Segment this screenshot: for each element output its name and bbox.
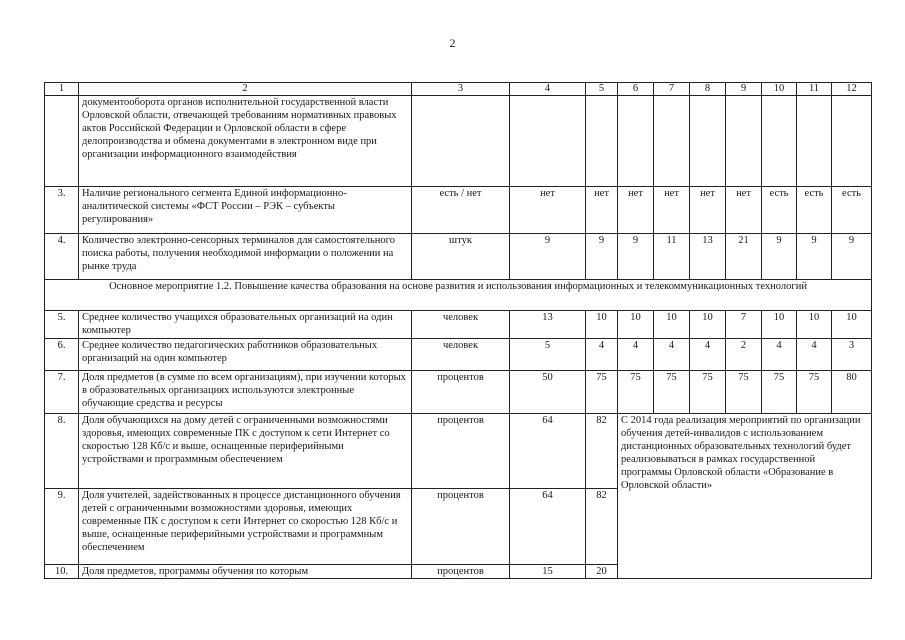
header-cell: 12	[832, 83, 872, 96]
indicator-name: Среднее количество учащихся образовательных организаций на один компьютер	[79, 311, 412, 339]
row-number: 8.	[45, 414, 79, 489]
value-cell: 64	[510, 414, 586, 489]
value-cell: 10	[797, 311, 832, 339]
indicator-name: Количество электронно-сенсорных терминалов для самостоятельного поиска работы, получения необходимой информации о положении на рынке труда	[79, 234, 412, 280]
value-cell: 82	[586, 489, 618, 565]
value-cell: есть	[797, 187, 832, 234]
header-cell: 10	[762, 83, 797, 96]
section-heading: Основное мероприятие 1.2. Повышение качества образования на основе развития и использования информационных и телекоммуникационных технологий	[45, 280, 872, 311]
header-cell: 4	[510, 83, 586, 96]
row-number: 4.	[45, 234, 79, 280]
value-cell: 21	[726, 234, 762, 280]
row-number: 7.	[45, 371, 79, 414]
row-number	[45, 96, 79, 187]
value-cell: 75	[586, 371, 618, 414]
header-row	[45, 83, 872, 96]
value-cell: 15	[510, 565, 586, 579]
table-row	[45, 96, 872, 187]
value-cell: 9	[762, 234, 797, 280]
value-cell: 5	[510, 339, 586, 371]
row-number: 3.	[45, 187, 79, 234]
value-cell: 10	[690, 311, 726, 339]
indicator-name: Доля учителей, задействованных в процессе дистанционного обучения детей с ограниченными возможностями здоровья, имеющих современные ПК с доступом к сети Интернет со скоростью 128 Кб/с и выше, оснащенные периферийными устройствами и программным обеспечением	[79, 489, 412, 565]
indicator-name: документооборота органов исполнительной государственной власти Орловской области, отвечающей требованиям нормативных правовых актов Российской Федерации и Орловской области в сфере делопроизводства и обмена документами в электронном виде при организации информационного взаимодействия	[79, 96, 412, 187]
value-cell: 4	[690, 339, 726, 371]
table-row	[45, 234, 872, 280]
value-cell: 2	[726, 339, 762, 371]
value-cell: 10	[618, 311, 654, 339]
value-cell: есть	[762, 187, 797, 234]
value-cell: 4	[654, 339, 690, 371]
header-cell: 9	[726, 83, 762, 96]
header-cell: 1	[45, 83, 79, 96]
value-cell: 75	[762, 371, 797, 414]
value-cell: 75	[618, 371, 654, 414]
indicator-name: Доля предметов (в сумме по всем организациям), при изучении которых в образовательных организациях используются электронные обучающие средства и ресурсы	[79, 371, 412, 414]
value-cell: нет	[586, 187, 618, 234]
merged-note: С 2014 года реализация мероприятий по организации обучения детей-инвалидов с использованием дистанционных образовательных технологий будет реализовываться в рамках государственной программы Орловской области «Образование в Орловской области»	[618, 414, 872, 579]
value-cell: 13	[510, 311, 586, 339]
unit-cell: процентов	[412, 371, 510, 414]
indicator-name: Доля предметов, программы обучения по которым	[79, 565, 412, 579]
header-cell: 7	[654, 83, 690, 96]
value-cell: 4	[586, 339, 618, 371]
row-number: 6.	[45, 339, 79, 371]
header-cell: 2	[79, 83, 412, 96]
unit-cell: штук	[412, 234, 510, 280]
indicator-name: Доля обучающихся на дому детей с ограниченными возможностями здоровья, имеющих современные ПК с доступом к сети Интернет со скоростью 128 Кб/с и выше, оснащенные периферийными устройствами и программным обеспечением	[79, 414, 412, 489]
unit-cell: человек	[412, 339, 510, 371]
header-cell: 6	[618, 83, 654, 96]
row-number: 5.	[45, 311, 79, 339]
table-row	[45, 339, 872, 371]
value-cell: 10	[586, 311, 618, 339]
row-number: 9.	[45, 489, 79, 565]
value-cell: 10	[654, 311, 690, 339]
value-cell: нет	[510, 187, 586, 234]
unit-cell: человек	[412, 311, 510, 339]
value-cell: 9	[618, 234, 654, 280]
table-row	[45, 414, 872, 489]
value-cell: 75	[726, 371, 762, 414]
value-cell: 82	[586, 414, 618, 489]
table-row	[45, 371, 872, 414]
section-row	[45, 280, 872, 311]
value-cell: 7	[726, 311, 762, 339]
value-cell: 9	[797, 234, 832, 280]
value-cell: нет	[654, 187, 690, 234]
value-cell: нет	[618, 187, 654, 234]
value-cell: 4	[762, 339, 797, 371]
value-cell: 4	[797, 339, 832, 371]
value-cell: 4	[618, 339, 654, 371]
value-cell: 10	[832, 311, 872, 339]
unit-cell: процентов	[412, 489, 510, 565]
unit-cell: есть / нет	[412, 187, 510, 234]
value-cell: 20	[586, 565, 618, 579]
value-cell: 10	[762, 311, 797, 339]
value-cell: 75	[797, 371, 832, 414]
indicators-table	[44, 82, 872, 579]
value-cell: 50	[510, 371, 586, 414]
header-cell: 8	[690, 83, 726, 96]
value-cell: 75	[654, 371, 690, 414]
value-cell: нет	[726, 187, 762, 234]
value-cell: 9	[510, 234, 586, 280]
value-cell: 9	[586, 234, 618, 280]
table-row	[45, 311, 872, 339]
value-cell: 9	[832, 234, 872, 280]
value-cell: 3	[832, 339, 872, 371]
table-row	[45, 187, 872, 234]
value-cell: есть	[832, 187, 872, 234]
header-cell: 3	[412, 83, 510, 96]
indicator-name: Наличие регионального сегмента Единой информационно-аналитической системы «ФСТ России – РЭК – субъекты регулирования»	[79, 187, 412, 234]
unit-cell: процентов	[412, 414, 510, 489]
indicator-name: Среднее количество педагогических работников образовательных организаций на один компьютер	[79, 339, 412, 371]
header-cell: 5	[586, 83, 618, 96]
value-cell: 13	[690, 234, 726, 280]
unit-cell: процентов	[412, 565, 510, 579]
value-cell: 64	[510, 489, 586, 565]
value-cell: 75	[690, 371, 726, 414]
page-number: 2	[449, 36, 456, 50]
value-cell: 11	[654, 234, 690, 280]
header-cell: 11	[797, 83, 832, 96]
value-cell: 80	[832, 371, 872, 414]
value-cell: нет	[690, 187, 726, 234]
row-number: 10.	[45, 565, 79, 579]
